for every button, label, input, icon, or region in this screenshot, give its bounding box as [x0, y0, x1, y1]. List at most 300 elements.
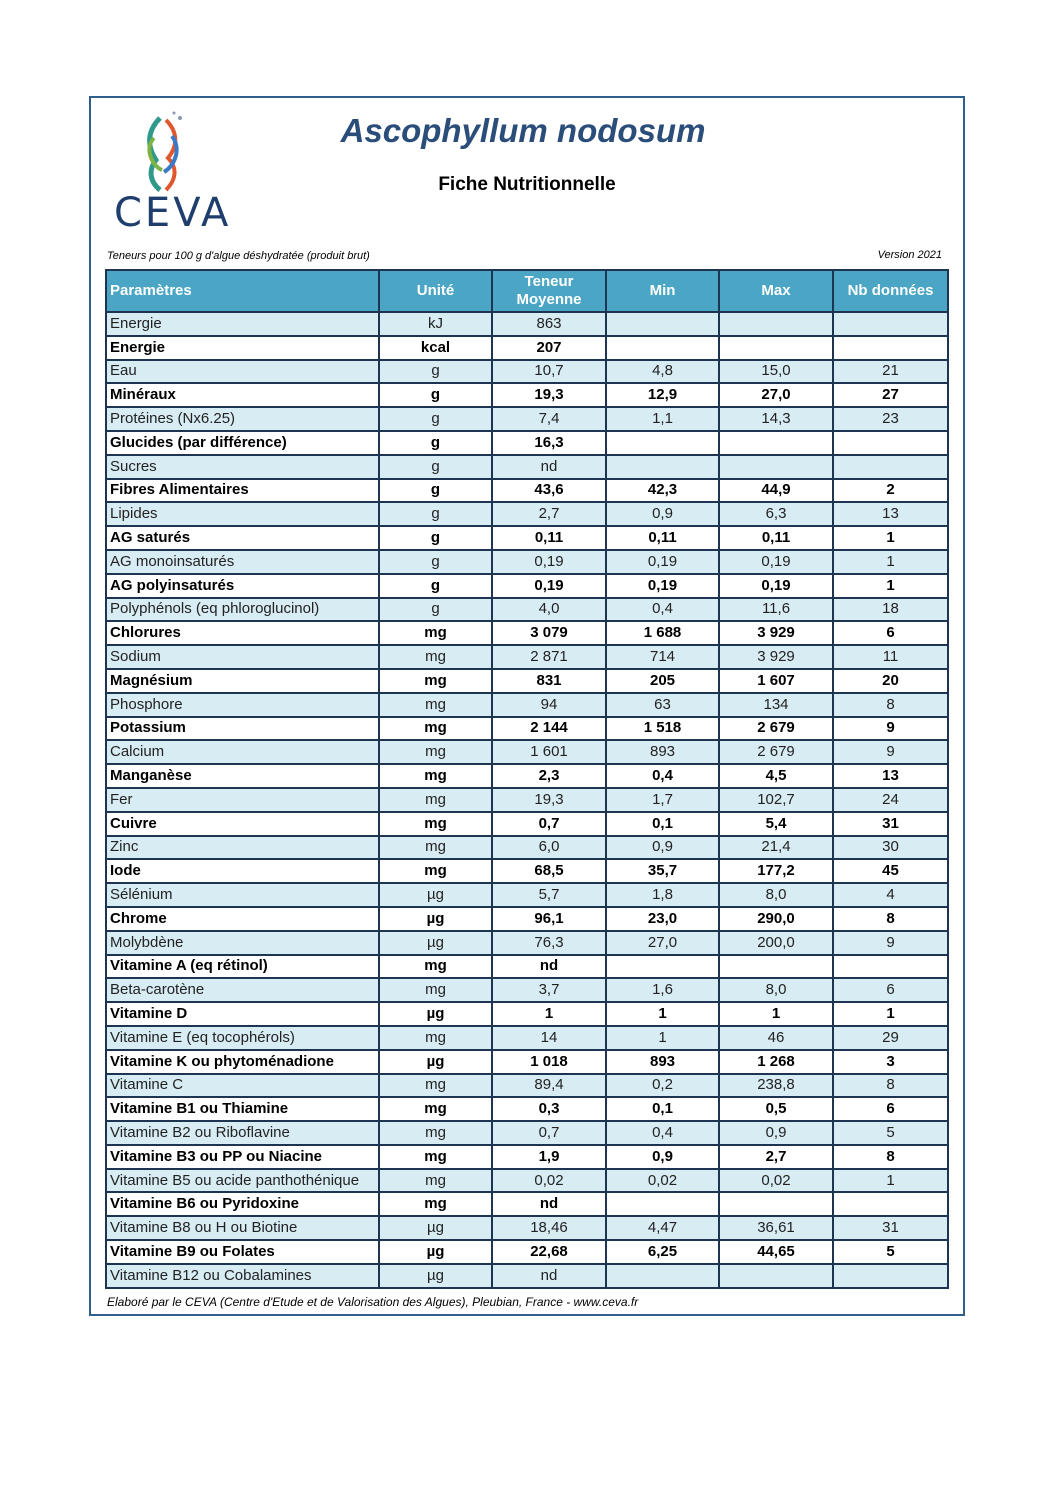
cell-min: 4,8	[606, 360, 719, 384]
cell-min: 0,4	[606, 598, 719, 622]
cell-nb: 11	[833, 645, 948, 669]
cell-unite: mg	[379, 1121, 492, 1145]
cell-unite: mg	[379, 669, 492, 693]
cell-min	[606, 431, 719, 455]
cell-min: 35,7	[606, 859, 719, 883]
cell-parametre: Chrome	[106, 907, 379, 931]
cell-parametre: Fibres Alimentaires	[106, 479, 379, 503]
cell-teneur: 2,7	[492, 502, 606, 526]
cell-unite: µg	[379, 1240, 492, 1264]
cell-teneur: 0,19	[492, 574, 606, 598]
cell-unite: µg	[379, 1264, 492, 1288]
cell-teneur: 0,7	[492, 812, 606, 836]
table-row	[106, 1121, 948, 1145]
cell-teneur: 10,7	[492, 360, 606, 384]
cell-nb: 1	[833, 550, 948, 574]
table-row	[106, 907, 948, 931]
cell-max: 4,5	[719, 764, 833, 788]
table-row	[106, 479, 948, 503]
cell-teneur: 16,3	[492, 431, 606, 455]
table-row	[106, 836, 948, 860]
cell-max: 5,4	[719, 812, 833, 836]
cell-min: 0,2	[606, 1074, 719, 1098]
cell-teneur: 863	[492, 312, 606, 336]
cell-min: 0,9	[606, 836, 719, 860]
cell-parametre: Vitamine E (eq tocophérols)	[106, 1026, 379, 1050]
table-row	[106, 1074, 948, 1098]
cell-max: 0,9	[719, 1121, 833, 1145]
cell-parametre: Chlorures	[106, 621, 379, 645]
table-row	[106, 1026, 948, 1050]
cell-max: 0,02	[719, 1169, 833, 1193]
cell-min: 1,6	[606, 978, 719, 1002]
cell-unite: g	[379, 431, 492, 455]
cell-nb: 6	[833, 1097, 948, 1121]
cell-teneur: 0,02	[492, 1169, 606, 1193]
cell-parametre: Vitamine B3 ou PP ou Niacine	[106, 1145, 379, 1169]
cell-max	[719, 1264, 833, 1288]
cell-min	[606, 312, 719, 336]
cell-unite: g	[379, 407, 492, 431]
cell-max: 238,8	[719, 1074, 833, 1098]
cell-min: 0,4	[606, 764, 719, 788]
cell-teneur: 2,3	[492, 764, 606, 788]
cell-nb: 8	[833, 693, 948, 717]
cell-teneur: 1 601	[492, 740, 606, 764]
cell-min: 1	[606, 1026, 719, 1050]
cell-nb: 13	[833, 764, 948, 788]
table-row	[106, 717, 948, 741]
cell-min: 1 518	[606, 717, 719, 741]
cell-parametre: Protéines (Nx6.25)	[106, 407, 379, 431]
cell-unite: mg	[379, 1097, 492, 1121]
cell-unite: µg	[379, 883, 492, 907]
cell-unite: g	[379, 479, 492, 503]
cell-teneur: 22,68	[492, 1240, 606, 1264]
cell-parametre: Vitamine B12 ou Cobalamines	[106, 1264, 379, 1288]
cell-teneur: 3,7	[492, 978, 606, 1002]
cell-min: 205	[606, 669, 719, 693]
cell-unite: kcal	[379, 336, 492, 360]
cell-teneur: 43,6	[492, 479, 606, 503]
cell-teneur: 96,1	[492, 907, 606, 931]
cell-max: 1 607	[719, 669, 833, 693]
cell-nb: 5	[833, 1240, 948, 1264]
table-row	[106, 407, 948, 431]
cell-teneur: nd	[492, 1192, 606, 1216]
cell-max: 200,0	[719, 931, 833, 955]
cell-min: 27,0	[606, 931, 719, 955]
cell-min	[606, 455, 719, 479]
cell-nb: 2	[833, 479, 948, 503]
logo-text: CEVA	[114, 190, 232, 236]
cell-min: 1,8	[606, 883, 719, 907]
cell-max: 0,5	[719, 1097, 833, 1121]
cell-unite: mg	[379, 955, 492, 979]
cell-parametre: Calcium	[106, 740, 379, 764]
cell-parametre: Manganèse	[106, 764, 379, 788]
cell-unite: µg	[379, 1050, 492, 1074]
table-row	[106, 669, 948, 693]
cell-nb: 23	[833, 407, 948, 431]
cell-unite: mg	[379, 812, 492, 836]
cell-min: 1	[606, 1002, 719, 1026]
cell-min: 42,3	[606, 479, 719, 503]
cell-nb: 8	[833, 1074, 948, 1098]
cell-parametre: Zinc	[106, 836, 379, 860]
cell-teneur: 2 871	[492, 645, 606, 669]
cell-nb: 6	[833, 978, 948, 1002]
cell-parametre: AG monoinsaturés	[106, 550, 379, 574]
cell-nb: 20	[833, 669, 948, 693]
cell-max: 44,65	[719, 1240, 833, 1264]
cell-max: 0,11	[719, 526, 833, 550]
table-row	[106, 574, 948, 598]
cell-teneur: 1	[492, 1002, 606, 1026]
table-row	[106, 312, 948, 336]
cell-unite: g	[379, 502, 492, 526]
cell-min: 893	[606, 1050, 719, 1074]
cell-nb: 30	[833, 836, 948, 860]
table-row	[106, 1240, 948, 1264]
cell-min: 0,1	[606, 812, 719, 836]
cell-parametre: Vitamine B9 ou Folates	[106, 1240, 379, 1264]
cell-teneur: 14	[492, 1026, 606, 1050]
table-row	[106, 931, 948, 955]
table-row	[106, 431, 948, 455]
cell-max: 27,0	[719, 383, 833, 407]
cell-parametre: AG saturés	[106, 526, 379, 550]
table-row	[106, 360, 948, 384]
cell-teneur: 0,3	[492, 1097, 606, 1121]
cell-unite: g	[379, 383, 492, 407]
cell-nb: 31	[833, 812, 948, 836]
cell-nb: 6	[833, 621, 948, 645]
table-row	[106, 1002, 948, 1026]
cell-parametre: Beta-carotène	[106, 978, 379, 1002]
cell-parametre: Molybdène	[106, 931, 379, 955]
cell-min	[606, 1192, 719, 1216]
table-row	[106, 978, 948, 1002]
cell-parametre: Energie	[106, 312, 379, 336]
cell-teneur: 18,46	[492, 1216, 606, 1240]
cell-unite: mg	[379, 836, 492, 860]
cell-min: 0,1	[606, 1097, 719, 1121]
content-note: Teneurs pour 100 g d'algue déshydratée (produit brut)	[107, 250, 370, 262]
table-header-row	[106, 270, 948, 312]
table-row	[106, 764, 948, 788]
cell-unite: µg	[379, 1002, 492, 1026]
cell-parametre: Vitamine B6 ou Pyridoxine	[106, 1192, 379, 1216]
cell-min: 12,9	[606, 383, 719, 407]
cell-parametre: Vitamine B1 ou Thiamine	[106, 1097, 379, 1121]
cell-teneur: 76,3	[492, 931, 606, 955]
cell-min: 0,11	[606, 526, 719, 550]
cell-max: 8,0	[719, 978, 833, 1002]
header-nb: Nb données	[833, 270, 948, 312]
table-row	[106, 526, 948, 550]
cell-parametre: Potassium	[106, 717, 379, 741]
table-row	[106, 550, 948, 574]
cell-nb: 9	[833, 931, 948, 955]
cell-min: 1,7	[606, 788, 719, 812]
cell-parametre: Cuivre	[106, 812, 379, 836]
cell-nb: 4	[833, 883, 948, 907]
cell-max: 134	[719, 693, 833, 717]
cell-nb	[833, 336, 948, 360]
cell-parametre: Lipides	[106, 502, 379, 526]
cell-nb: 13	[833, 502, 948, 526]
cell-max: 14,3	[719, 407, 833, 431]
cell-teneur: 3 079	[492, 621, 606, 645]
cell-nb: 45	[833, 859, 948, 883]
cell-nb: 9	[833, 740, 948, 764]
table-row	[106, 1264, 948, 1288]
cell-min	[606, 1264, 719, 1288]
cell-teneur: 0,11	[492, 526, 606, 550]
cell-parametre: Minéraux	[106, 383, 379, 407]
cell-unite: mg	[379, 1169, 492, 1193]
cell-unite: g	[379, 598, 492, 622]
cell-max: 177,2	[719, 859, 833, 883]
cell-nb: 31	[833, 1216, 948, 1240]
cell-parametre: Eau	[106, 360, 379, 384]
cell-nb: 3	[833, 1050, 948, 1074]
cell-min: 0,9	[606, 502, 719, 526]
cell-unite: mg	[379, 740, 492, 764]
cell-parametre: Sodium	[106, 645, 379, 669]
cell-nb: 8	[833, 1145, 948, 1169]
cell-max: 8,0	[719, 883, 833, 907]
cell-max: 102,7	[719, 788, 833, 812]
cell-teneur: 207	[492, 336, 606, 360]
table-row	[106, 812, 948, 836]
cell-max: 11,6	[719, 598, 833, 622]
cell-parametre: Vitamine A (eq rétinol)	[106, 955, 379, 979]
cell-nb: 1	[833, 526, 948, 550]
cell-max: 44,9	[719, 479, 833, 503]
cell-nb: 8	[833, 907, 948, 931]
cell-parametre: Vitamine B8 ou H ou Biotine	[106, 1216, 379, 1240]
cell-unite: kJ	[379, 312, 492, 336]
cell-max: 21,4	[719, 836, 833, 860]
cell-teneur: 5,7	[492, 883, 606, 907]
cell-nb: 29	[833, 1026, 948, 1050]
cell-teneur: 0,19	[492, 550, 606, 574]
cell-parametre: Sélénium	[106, 883, 379, 907]
header-unite: Unité	[379, 270, 492, 312]
cell-teneur: nd	[492, 455, 606, 479]
cell-parametre: Glucides (par différence)	[106, 431, 379, 455]
table-row	[106, 1192, 948, 1216]
table-row	[106, 883, 948, 907]
cell-unite: µg	[379, 907, 492, 931]
cell-parametre: Energie	[106, 336, 379, 360]
cell-max: 6,3	[719, 502, 833, 526]
cell-unite: mg	[379, 1192, 492, 1216]
cell-teneur: 831	[492, 669, 606, 693]
cell-max	[719, 955, 833, 979]
cell-parametre: Vitamine C	[106, 1074, 379, 1098]
table-row	[106, 1169, 948, 1193]
cell-max	[719, 431, 833, 455]
table-row	[106, 645, 948, 669]
cell-unite: mg	[379, 621, 492, 645]
cell-teneur: 19,3	[492, 788, 606, 812]
cell-teneur: 68,5	[492, 859, 606, 883]
cell-nb	[833, 455, 948, 479]
table-row	[106, 502, 948, 526]
cell-min	[606, 955, 719, 979]
cell-nb: 18	[833, 598, 948, 622]
cell-teneur: nd	[492, 1264, 606, 1288]
seaweed-logo-icon	[149, 112, 182, 191]
footer-credit: Elaboré par le CEVA (Centre d'Etude et de Valorisation des Algues), Pleubian, France - www.ceva.fr	[107, 1295, 639, 1309]
cell-min: 4,47	[606, 1216, 719, 1240]
cell-nb	[833, 312, 948, 336]
cell-min: 0,19	[606, 550, 719, 574]
header-teneur: Teneur Moyenne	[492, 270, 606, 312]
nutrition-table	[105, 269, 949, 1289]
cell-nb: 21	[833, 360, 948, 384]
cell-nb: 1	[833, 574, 948, 598]
cell-min: 23,0	[606, 907, 719, 931]
cell-unite: mg	[379, 645, 492, 669]
cell-unite: µg	[379, 931, 492, 955]
cell-max: 2 679	[719, 717, 833, 741]
table-row	[106, 455, 948, 479]
cell-max: 3 929	[719, 645, 833, 669]
cell-nb: 9	[833, 717, 948, 741]
cell-nb: 27	[833, 383, 948, 407]
cell-parametre: Polyphénols (eq phloroglucinol)	[106, 598, 379, 622]
cell-max: 1	[719, 1002, 833, 1026]
cell-unite: mg	[379, 1145, 492, 1169]
cell-parametre: Vitamine B5 ou acide panthothénique	[106, 1169, 379, 1193]
table-row	[106, 693, 948, 717]
cell-unite: mg	[379, 764, 492, 788]
cell-nb: 1	[833, 1002, 948, 1026]
table-row	[106, 788, 948, 812]
cell-max: 2,7	[719, 1145, 833, 1169]
table-row	[106, 336, 948, 360]
cell-teneur: 19,3	[492, 383, 606, 407]
cell-min: 1,1	[606, 407, 719, 431]
cell-max: 46	[719, 1026, 833, 1050]
cell-unite: mg	[379, 1026, 492, 1050]
table-body	[106, 312, 948, 1288]
cell-teneur: nd	[492, 955, 606, 979]
table-row	[106, 1050, 948, 1074]
cell-unite: g	[379, 550, 492, 574]
cell-max: 0,19	[719, 574, 833, 598]
table-row	[106, 955, 948, 979]
cell-min: 63	[606, 693, 719, 717]
cell-min: 0,4	[606, 1121, 719, 1145]
cell-min: 0,9	[606, 1145, 719, 1169]
cell-nb: 1	[833, 1169, 948, 1193]
cell-max	[719, 455, 833, 479]
table-row	[106, 598, 948, 622]
cell-teneur: 7,4	[492, 407, 606, 431]
cell-max	[719, 336, 833, 360]
cell-min: 0,02	[606, 1169, 719, 1193]
version-label: Version 2021	[877, 249, 942, 261]
cell-teneur: 6,0	[492, 836, 606, 860]
cell-unite: g	[379, 574, 492, 598]
table-row	[106, 1097, 948, 1121]
cell-parametre: Phosphore	[106, 693, 379, 717]
cell-parametre: Iode	[106, 859, 379, 883]
cell-unite: g	[379, 526, 492, 550]
cell-nb	[833, 431, 948, 455]
cell-parametre: Fer	[106, 788, 379, 812]
cell-unite: µg	[379, 1216, 492, 1240]
header-max: Max	[719, 270, 833, 312]
cell-nb	[833, 955, 948, 979]
cell-unite: g	[379, 360, 492, 384]
cell-min: 1 688	[606, 621, 719, 645]
cell-unite: mg	[379, 978, 492, 1002]
cell-unite: mg	[379, 788, 492, 812]
cell-unite: mg	[379, 717, 492, 741]
header-parametres: Paramètres	[106, 270, 379, 312]
cell-unite: g	[379, 455, 492, 479]
table-row	[106, 621, 948, 645]
cell-unite: mg	[379, 1074, 492, 1098]
cell-parametre: Vitamine D	[106, 1002, 379, 1026]
cell-unite: mg	[379, 693, 492, 717]
cell-max: 1 268	[719, 1050, 833, 1074]
cell-teneur: 2 144	[492, 717, 606, 741]
cell-nb	[833, 1192, 948, 1216]
table-row	[106, 383, 948, 407]
cell-min: 893	[606, 740, 719, 764]
cell-max: 3 929	[719, 621, 833, 645]
cell-min: 714	[606, 645, 719, 669]
cell-max: 2 679	[719, 740, 833, 764]
cell-parametre: Vitamine B2 ou Riboflavine	[106, 1121, 379, 1145]
cell-nb	[833, 1264, 948, 1288]
header-min: Min	[606, 270, 719, 312]
cell-teneur: 1 018	[492, 1050, 606, 1074]
cell-max: 15,0	[719, 360, 833, 384]
table-row	[106, 1216, 948, 1240]
cell-parametre: Vitamine K ou phytoménadione	[106, 1050, 379, 1074]
cell-max	[719, 312, 833, 336]
cell-teneur: 94	[492, 693, 606, 717]
cell-min	[606, 336, 719, 360]
table-row	[106, 1145, 948, 1169]
document-title: Ascophyllum nodosum	[340, 112, 706, 149]
cell-parametre: AG polyinsaturés	[106, 574, 379, 598]
cell-unite: mg	[379, 859, 492, 883]
cell-min: 6,25	[606, 1240, 719, 1264]
cell-teneur: 89,4	[492, 1074, 606, 1098]
table-row	[106, 859, 948, 883]
cell-max: 290,0	[719, 907, 833, 931]
cell-nb: 24	[833, 788, 948, 812]
cell-max: 36,61	[719, 1216, 833, 1240]
document-subtitle: Fiche Nutritionnelle	[438, 174, 616, 195]
cell-parametre: Sucres	[106, 455, 379, 479]
cell-max: 0,19	[719, 550, 833, 574]
cell-parametre: Magnésium	[106, 669, 379, 693]
cell-teneur: 4,0	[492, 598, 606, 622]
table-row	[106, 740, 948, 764]
cell-min: 0,19	[606, 574, 719, 598]
cell-max	[719, 1192, 833, 1216]
